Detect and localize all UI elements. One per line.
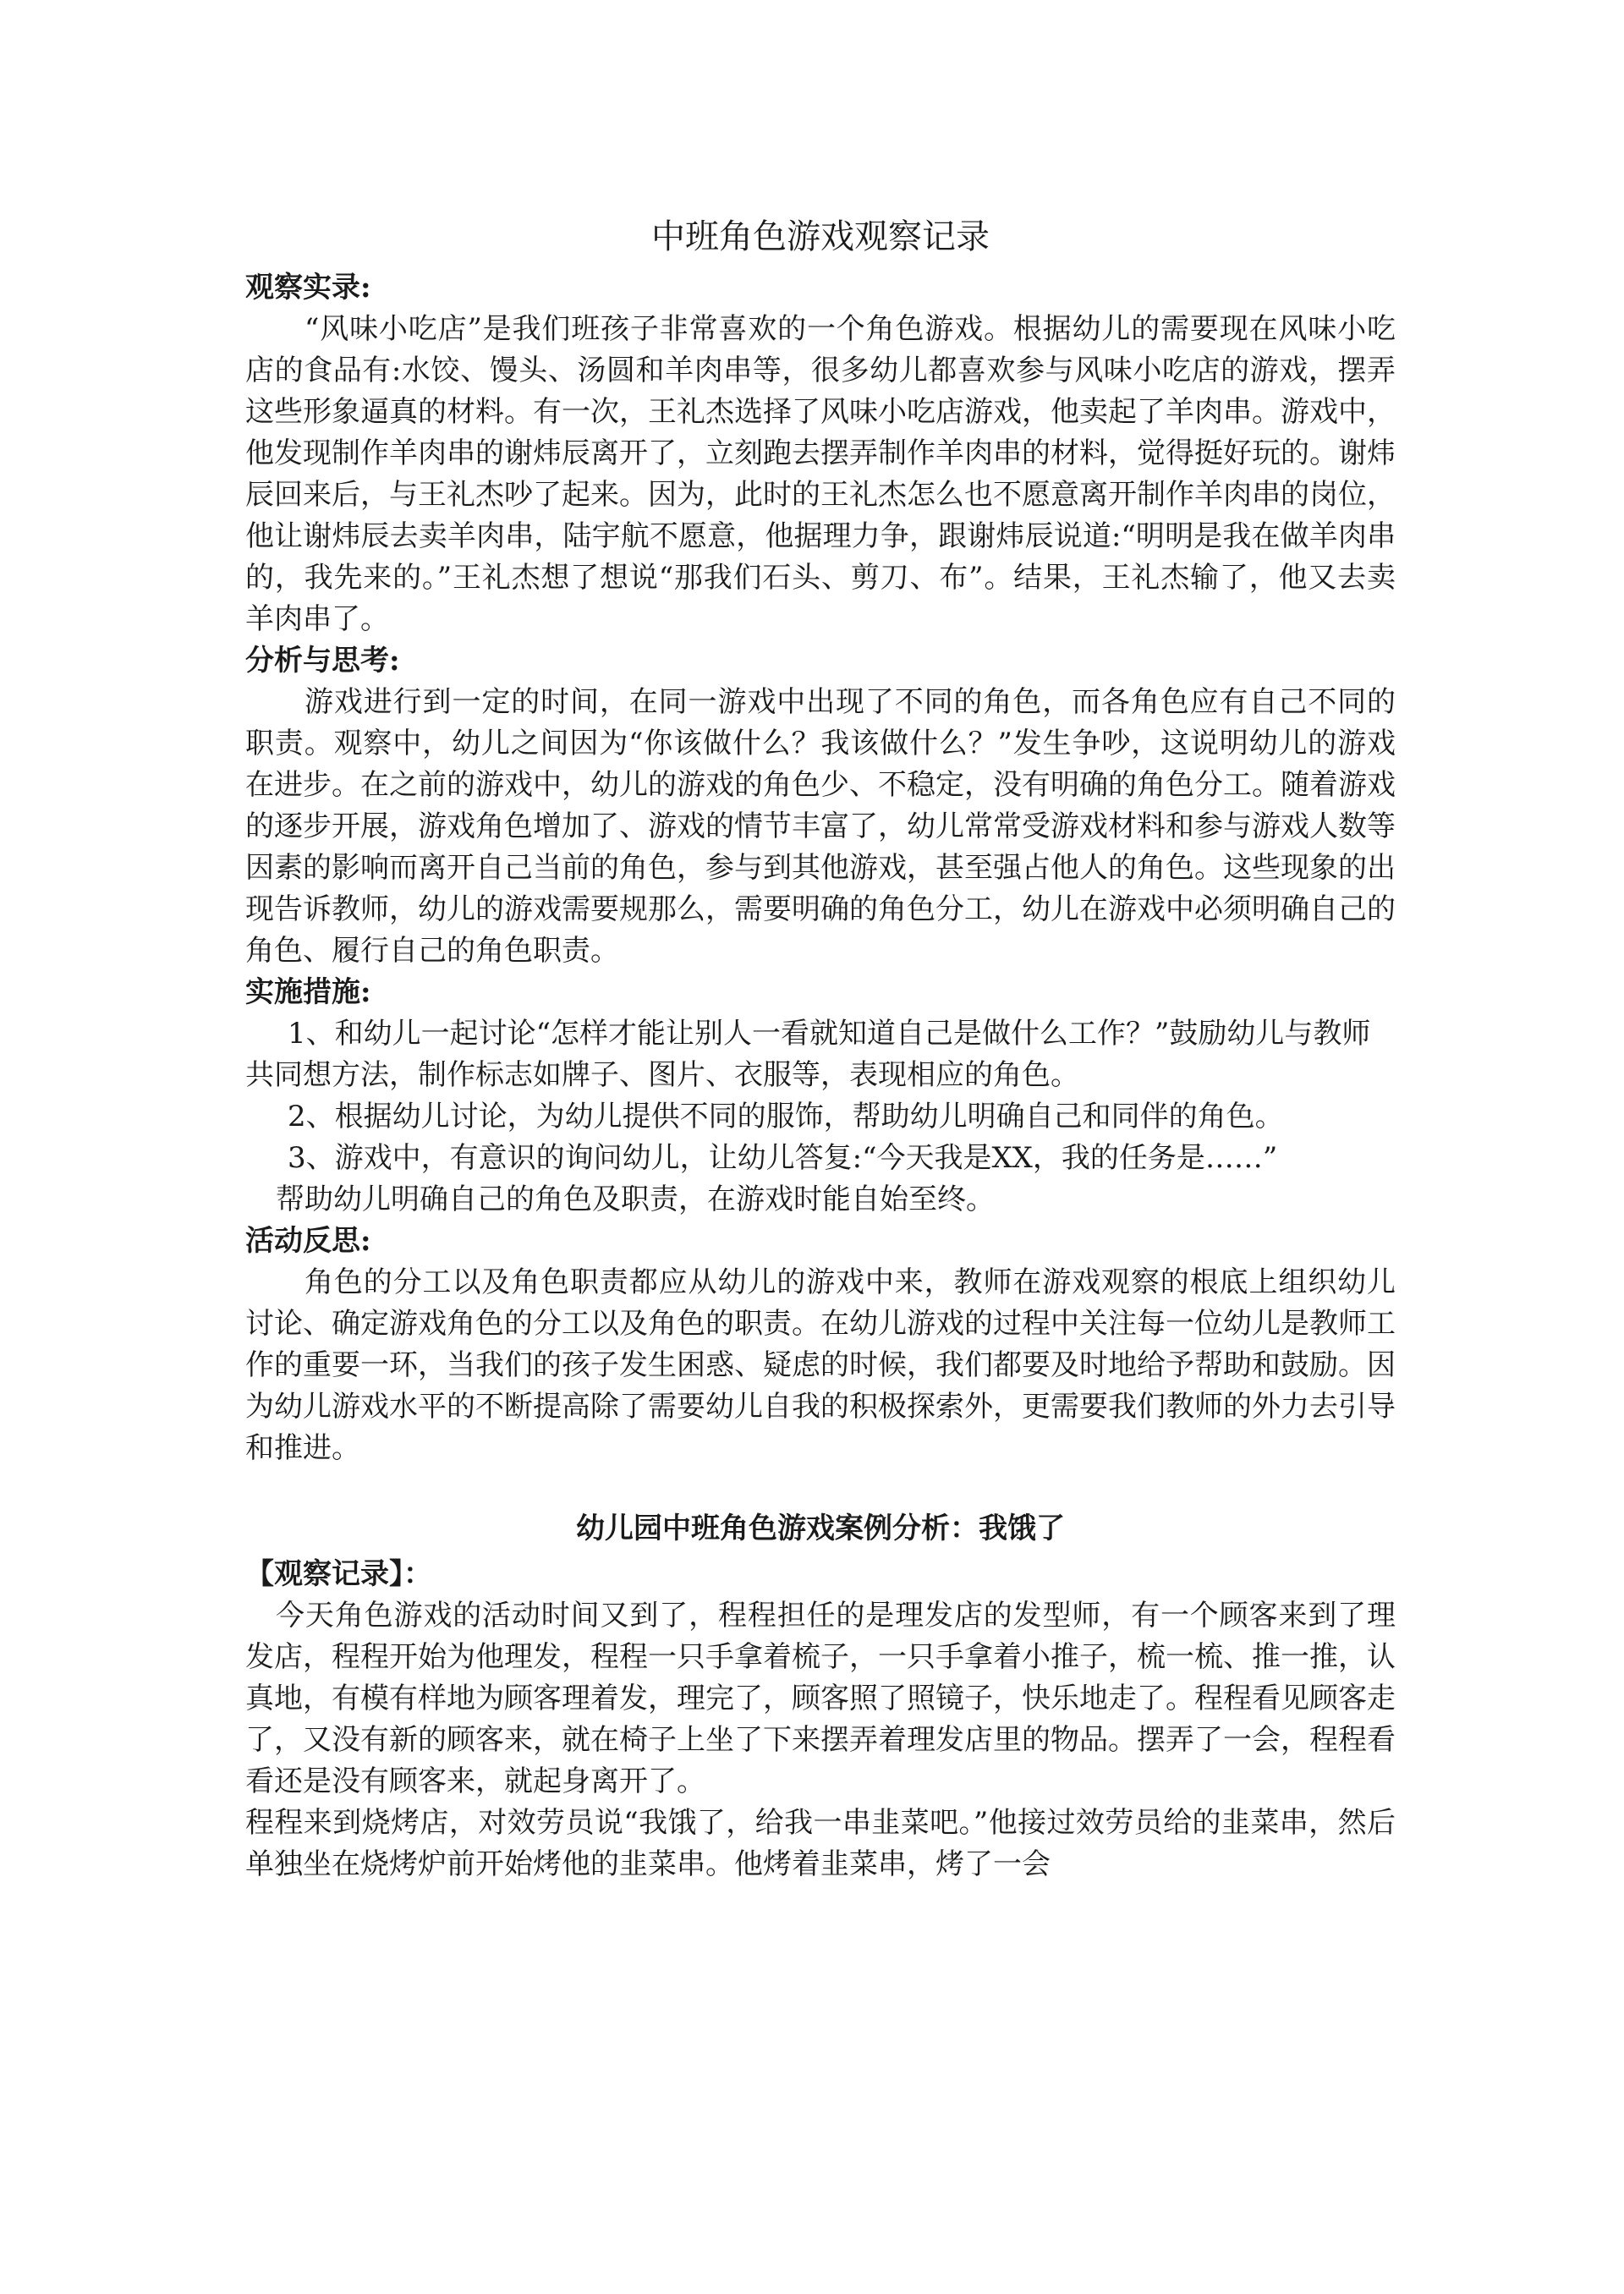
analysis-heading: 分析与思考:: [245, 644, 400, 678]
case-record-heading: 【观察记录】：: [245, 1557, 432, 1591]
measure-item: 3、游戏中，有意识的询问幼儿，让幼儿答复:“今天我是XX，我的任务是……”: [288, 1141, 1278, 1175]
observation-heading: 观察实录:: [245, 271, 371, 305]
measures-section: [245, 972, 1396, 1221]
case-paragraph-1: 今天角色游戏的活动时间又到了，程程担任的是理发店的发型师，有一个顾客来到了理发店，程程开始为他理发，程程一只手拿着梳子，一只手拿着小推子，梳一梳、推一推，认真地，有模有样地为顾客理着发，理完了，顾客照了照镜子，快乐地走了。程程看见顾客走了，又没有新的顾客来，就在椅子上坐了下来摆弄着理发店里的物品。摆弄了一会，程程看看还是没有顾客来，就起身离开了。: [245, 1599, 1396, 1798]
case-study-section: [245, 1503, 1396, 1885]
reflection-section: [245, 1221, 1396, 1469]
measure-item: 2、根据幼儿讨论，为幼儿提供不同的服饰，帮助幼儿明确自己和同伴的角色。: [288, 1100, 1284, 1133]
measures-heading: 实施措施:: [245, 975, 371, 1009]
case-paragraph-2: 程程来到烧烤店，对效劳员说“我饿了，给我一串韭菜吧。”他接过效劳员给的韭菜串，然后单独坐在烧烤炉前开始烤他的韭菜串。他烤着韭菜串，烤了一会: [245, 1806, 1396, 1881]
case-study-title: 幼儿园中班角色游戏案例分析：我饿了: [576, 1512, 1065, 1545]
document-page: [245, 211, 1396, 1885]
reflection-heading: 活动反思:: [245, 1224, 371, 1258]
analysis-paragraph: 游戏进行到一定的时间，在同一游戏中出现了不同的角色，而各角色应有自己不同的职责。观察中，幼儿之间因为“你该做什么？我该做什么？”发生争吵，这说明幼儿的游戏在进步。在之前的游戏中，幼儿的游戏的角色少、不稳定，没有明确的角色分工。随着游戏的逐步开展，游戏角色增加了、游戏的情节丰富了，幼儿常常受游戏材料和参与游戏人数等因素的影响而离开自己当前的角色，参与到其他游戏，甚至强占他人的角色。这些现象的出现告诉教师，幼儿的游戏需要规那么，需要明确的角色分工，幼儿在游戏中必须明确自己的角色、履行自己的角色职责。: [245, 685, 1396, 968]
observation-paragraph: “风味小吃店”是我们班孩子非常喜欢的一个角色游戏。根据幼儿的需要现在风味小吃店的食品有:水饺、馒头、汤圆和羊肉串等，很多幼儿都喜欢参与风味小吃店的游戏，摆弄这些形象逼真的材料。有一次，王礼杰选择了风味小吃店游戏，他卖起了羊肉串。游戏中，他发现制作羊肉串的谢炜辰离开了，立刻跑去摆弄制作羊肉串的材料，觉得挺好玩的。谢炜辰回来后，与王礼杰吵了起来。因为，此时的王礼杰怎么也不愿意离开制作羊肉串的岗位，他让谢炜辰去卖羊肉串，陆宇航不愿意，他据理力争，跟谢炜辰说道:“明明是我在做羊肉串的，我先来的。”王礼杰想了想说“那我们石头、剪刀、布”。结果，王礼杰输了，他又去卖羊肉串了。: [245, 312, 1396, 636]
observation-section: [245, 267, 1396, 640]
reflection-paragraph: 角色的分工以及角色职责都应从幼儿的游戏中来，教师在游戏观察的根底上组织幼儿讨论、确定游戏角色的分工以及角色的职责。在幼儿游戏的过程中关注每一位幼儿是教师工作的重要一环，当我们的孩子发生困惑、疑虑的时候，我们都要及时地给予帮助和鼓励。因为幼儿游戏水平的不断提高除了需要幼儿自我的积极探索外，更需要我们教师的外力去引导和推进。: [245, 1265, 1396, 1465]
document-title: 中班角色游戏观察记录: [651, 217, 990, 256]
analysis-section: [245, 640, 1396, 972]
measures-help-line: 帮助幼儿明确自己的角色及职责，在游戏时能自始至终。: [276, 1183, 995, 1216]
measure-item: 1、和幼儿一起讨论“怎样才能让别人一看就知道自己是做什么工作？”鼓励幼儿与教师共同想方法，制作标志如牌子、图片、衣服等，表现相应的角色。: [245, 1017, 1371, 1092]
section-spacer: [245, 1469, 1396, 1503]
